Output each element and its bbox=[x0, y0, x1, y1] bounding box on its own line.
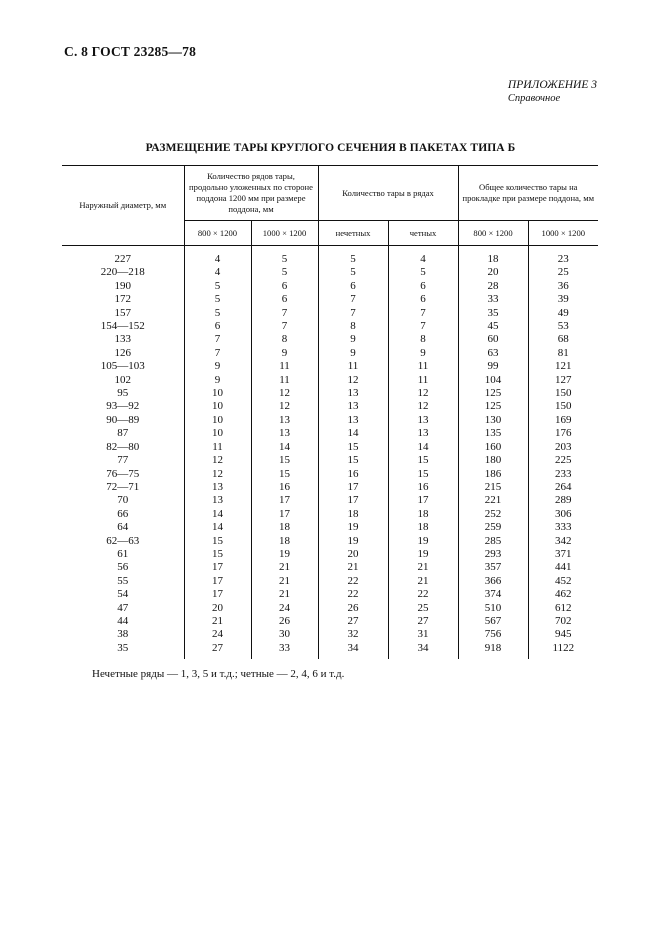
cell-total-1000: 25 bbox=[528, 266, 598, 279]
cell-total-800: 567 bbox=[458, 615, 528, 628]
cell-diameter: 38 bbox=[117, 628, 129, 641]
cell-rows-1000: 19 bbox=[251, 548, 318, 561]
table-row bbox=[62, 293, 598, 306]
cell-total-1000: 441 bbox=[528, 561, 598, 574]
cell-rows-1000: 12 bbox=[251, 400, 318, 413]
cell-total-1000: 23 bbox=[528, 246, 598, 267]
appendix-block bbox=[508, 79, 597, 105]
cell-rows-800: 24 bbox=[184, 628, 251, 641]
cell-rows-800: 12 bbox=[184, 454, 251, 467]
cell-total-1000: 127 bbox=[528, 374, 598, 387]
appendix-type: Справочное bbox=[507, 93, 561, 104]
cell-even: 16 bbox=[388, 481, 458, 494]
cell-rows-800: 13 bbox=[184, 494, 251, 507]
cell-total-800: 357 bbox=[458, 561, 528, 574]
cell-diameter: 62—63 bbox=[106, 534, 140, 547]
cell-odd: 21 bbox=[318, 561, 388, 574]
cell-total-800: 135 bbox=[458, 427, 528, 440]
table-row bbox=[62, 333, 598, 346]
header-size-800-total: 800 × 1200 bbox=[458, 221, 528, 246]
placement-table bbox=[62, 165, 598, 659]
cell-rows-1000: 6 bbox=[251, 280, 318, 293]
table-row bbox=[62, 508, 598, 521]
cell-rows-800: 15 bbox=[184, 535, 251, 548]
cell-total-1000: 264 bbox=[528, 481, 598, 494]
cell-odd: 8 bbox=[318, 320, 388, 333]
cell-even: 27 bbox=[388, 615, 458, 628]
cell-even: 12 bbox=[388, 400, 458, 413]
cell-rows-800: 11 bbox=[184, 441, 251, 454]
cell-total-1000: 945 bbox=[528, 628, 598, 641]
cell-diameter: 64 bbox=[117, 521, 129, 534]
cell-rows-1000: 17 bbox=[251, 508, 318, 521]
cell-odd: 22 bbox=[318, 575, 388, 588]
cell-rows-800: 4 bbox=[184, 266, 251, 279]
cell-even: 8 bbox=[388, 333, 458, 346]
cell-diameter: 126 bbox=[114, 346, 131, 359]
cell-rows-800: 15 bbox=[184, 548, 251, 561]
table-body bbox=[62, 246, 598, 660]
table-row bbox=[62, 494, 598, 507]
cell-even: 17 bbox=[388, 494, 458, 507]
cell-total-1000: 333 bbox=[528, 521, 598, 534]
cell-rows-1000: 11 bbox=[251, 374, 318, 387]
cell-rows-1000: 18 bbox=[251, 521, 318, 534]
cell-rows-800: 6 bbox=[184, 320, 251, 333]
cell-rows-800: 20 bbox=[184, 602, 251, 615]
cell-total-800: 60 bbox=[458, 333, 528, 346]
cell-rows-800: 7 bbox=[184, 347, 251, 360]
cell-total-1000: 121 bbox=[528, 360, 598, 373]
header-diameter: Наружный диаметр, мм bbox=[79, 200, 167, 210]
cell-total-800: 374 bbox=[458, 588, 528, 601]
cell-even: 4 bbox=[388, 246, 458, 267]
cell-even: 31 bbox=[388, 628, 458, 641]
table-row bbox=[62, 280, 598, 293]
table-row bbox=[62, 387, 598, 400]
cell-odd: 9 bbox=[318, 347, 388, 360]
footnote: Нечетные ряды — 1, 3, 5 и т.д.; четные — 2, 4, 6 и т.д. bbox=[92, 668, 345, 680]
cell-rows-1000: 21 bbox=[251, 575, 318, 588]
cell-diameter: 105—103 bbox=[100, 360, 145, 373]
cell-total-800: 125 bbox=[458, 387, 528, 400]
table-row bbox=[62, 561, 598, 574]
cell-diameter: 35 bbox=[117, 641, 129, 654]
cell-total-1000: 452 bbox=[528, 575, 598, 588]
cell-rows-1000: 13 bbox=[251, 414, 318, 427]
cell-diameter: 47 bbox=[117, 601, 129, 614]
cell-rows-800: 17 bbox=[184, 575, 251, 588]
cell-diameter: 93—92 bbox=[106, 400, 140, 413]
cell-diameter: 56 bbox=[117, 561, 129, 574]
table-row bbox=[62, 602, 598, 615]
cell-total-800: 215 bbox=[458, 481, 528, 494]
cell-odd: 32 bbox=[318, 628, 388, 641]
table-row bbox=[62, 588, 598, 601]
cell-diameter: 102 bbox=[114, 373, 131, 386]
cell-rows-800: 10 bbox=[184, 427, 251, 440]
cell-rows-1000: 30 bbox=[251, 628, 318, 641]
cell-odd: 14 bbox=[318, 427, 388, 440]
cell-rows-800: 9 bbox=[184, 360, 251, 373]
cell-rows-1000: 7 bbox=[251, 320, 318, 333]
cell-rows-800: 14 bbox=[184, 521, 251, 534]
table-row bbox=[62, 548, 598, 561]
cell-total-1000: 176 bbox=[528, 427, 598, 440]
cell-odd: 20 bbox=[318, 548, 388, 561]
table-row bbox=[62, 521, 598, 534]
cell-odd: 13 bbox=[318, 414, 388, 427]
header-total-qty: Общее количество тары на прокладке при размере поддона, мм bbox=[458, 166, 598, 221]
cell-odd: 12 bbox=[318, 374, 388, 387]
cell-odd: 19 bbox=[318, 535, 388, 548]
cell-diameter: 66 bbox=[117, 507, 129, 520]
table-row bbox=[62, 360, 598, 373]
cell-rows-1000: 33 bbox=[251, 642, 318, 659]
cell-diameter: 44 bbox=[117, 614, 129, 627]
cell-diameter: 76—75 bbox=[106, 467, 140, 480]
cell-diameter: 72—71 bbox=[106, 480, 140, 493]
cell-diameter: 227 bbox=[114, 253, 131, 265]
header-rows-count: Количество рядов тары, продольно уложенных по стороне поддона 1200 мм при размере поддона, мм bbox=[184, 166, 318, 221]
cell-even: 25 bbox=[388, 602, 458, 615]
table-row bbox=[62, 246, 598, 267]
cell-odd: 17 bbox=[318, 494, 388, 507]
header-even: четных bbox=[388, 221, 458, 246]
cell-rows-1000: 11 bbox=[251, 360, 318, 373]
cell-rows-1000: 18 bbox=[251, 535, 318, 548]
table-row bbox=[62, 347, 598, 360]
cell-rows-800: 9 bbox=[184, 374, 251, 387]
cell-diameter: 95 bbox=[117, 387, 129, 400]
cell-even: 12 bbox=[388, 387, 458, 400]
cell-odd: 17 bbox=[318, 481, 388, 494]
cell-rows-1000: 15 bbox=[251, 454, 318, 467]
table-row bbox=[62, 266, 598, 279]
cell-rows-800: 7 bbox=[184, 333, 251, 346]
page-header: С. 8 ГОСТ 23285—78 bbox=[64, 44, 197, 59]
cell-rows-800: 17 bbox=[184, 588, 251, 601]
cell-diameter: 54 bbox=[117, 588, 129, 601]
cell-total-800: 33 bbox=[458, 293, 528, 306]
cell-rows-800: 5 bbox=[184, 293, 251, 306]
cell-odd: 13 bbox=[318, 400, 388, 413]
cell-rows-1000: 17 bbox=[251, 494, 318, 507]
cell-total-1000: 612 bbox=[528, 602, 598, 615]
cell-total-800: 259 bbox=[458, 521, 528, 534]
table-header bbox=[62, 166, 598, 246]
cell-rows-1000: 15 bbox=[251, 468, 318, 481]
cell-rows-1000: 13 bbox=[251, 427, 318, 440]
cell-total-800: 252 bbox=[458, 508, 528, 521]
cell-total-1000: 36 bbox=[528, 280, 598, 293]
cell-even: 21 bbox=[388, 561, 458, 574]
cell-diameter: 55 bbox=[117, 574, 129, 587]
cell-total-1000: 225 bbox=[528, 454, 598, 467]
cell-total-800: 35 bbox=[458, 307, 528, 320]
table-title: РАЗМЕЩЕНИЕ ТАРЫ КРУГЛОГО СЕЧЕНИЯ В ПАКЕТАХ ТИПА Б bbox=[145, 142, 516, 154]
cell-total-800: 366 bbox=[458, 575, 528, 588]
cell-odd: 27 bbox=[318, 615, 388, 628]
cell-diameter: 82—80 bbox=[106, 440, 140, 453]
cell-diameter: 77 bbox=[117, 454, 129, 467]
cell-total-800: 104 bbox=[458, 374, 528, 387]
cell-rows-1000: 26 bbox=[251, 615, 318, 628]
table-row bbox=[62, 642, 598, 659]
cell-total-800: 918 bbox=[458, 642, 528, 659]
cell-total-1000: 306 bbox=[528, 508, 598, 521]
cell-total-800: 125 bbox=[458, 400, 528, 413]
cell-diameter: 157 bbox=[114, 306, 131, 319]
cell-even: 9 bbox=[388, 347, 458, 360]
cell-even: 18 bbox=[388, 521, 458, 534]
cell-even: 5 bbox=[388, 266, 458, 279]
cell-rows-800: 21 bbox=[184, 615, 251, 628]
cell-rows-800: 10 bbox=[184, 414, 251, 427]
cell-total-800: 221 bbox=[458, 494, 528, 507]
cell-even: 15 bbox=[388, 454, 458, 467]
cell-total-800: 18 bbox=[458, 246, 528, 267]
cell-even: 22 bbox=[388, 588, 458, 601]
header-size-1000: 1000 × 1200 bbox=[251, 221, 318, 246]
cell-rows-1000: 24 bbox=[251, 602, 318, 615]
header-rows-qty: Количество тары в рядах bbox=[318, 166, 458, 221]
cell-even: 7 bbox=[388, 320, 458, 333]
cell-total-1000: 233 bbox=[528, 468, 598, 481]
cell-diameter: 61 bbox=[117, 547, 129, 560]
cell-odd: 6 bbox=[318, 280, 388, 293]
cell-odd: 7 bbox=[318, 307, 388, 320]
cell-rows-1000: 6 bbox=[251, 293, 318, 306]
cell-rows-1000: 16 bbox=[251, 481, 318, 494]
cell-total-1000: 39 bbox=[528, 293, 598, 306]
cell-rows-1000: 7 bbox=[251, 307, 318, 320]
cell-even: 15 bbox=[388, 468, 458, 481]
table-row bbox=[62, 454, 598, 467]
cell-diameter: 154—152 bbox=[100, 320, 145, 333]
cell-total-800: 285 bbox=[458, 535, 528, 548]
cell-odd: 34 bbox=[318, 642, 388, 659]
cell-even: 19 bbox=[388, 548, 458, 561]
cell-total-1000: 462 bbox=[528, 588, 598, 601]
cell-even: 6 bbox=[388, 293, 458, 306]
table-row bbox=[62, 414, 598, 427]
header-odd: нечетных bbox=[318, 221, 388, 246]
table-row bbox=[62, 481, 598, 494]
cell-diameter: 133 bbox=[114, 333, 131, 346]
table-row bbox=[62, 307, 598, 320]
cell-total-1000: 49 bbox=[528, 307, 598, 320]
cell-rows-1000: 21 bbox=[251, 561, 318, 574]
cell-total-800: 99 bbox=[458, 360, 528, 373]
cell-even: 11 bbox=[388, 374, 458, 387]
table-row bbox=[62, 468, 598, 481]
cell-odd: 5 bbox=[318, 266, 388, 279]
cell-rows-800: 12 bbox=[184, 468, 251, 481]
cell-total-800: 160 bbox=[458, 441, 528, 454]
cell-total-1000: 289 bbox=[528, 494, 598, 507]
cell-rows-800: 5 bbox=[184, 307, 251, 320]
cell-total-800: 45 bbox=[458, 320, 528, 333]
cell-total-1000: 68 bbox=[528, 333, 598, 346]
cell-odd: 16 bbox=[318, 468, 388, 481]
cell-rows-800: 10 bbox=[184, 400, 251, 413]
cell-odd: 15 bbox=[318, 441, 388, 454]
cell-rows-1000: 5 bbox=[251, 246, 318, 267]
table-row bbox=[62, 575, 598, 588]
cell-odd: 5 bbox=[318, 246, 388, 267]
appendix-label: ПРИЛОЖЕНИЕ 3 bbox=[507, 79, 597, 91]
cell-rows-1000: 21 bbox=[251, 588, 318, 601]
cell-even: 19 bbox=[388, 535, 458, 548]
cell-rows-800: 10 bbox=[184, 387, 251, 400]
cell-odd: 13 bbox=[318, 387, 388, 400]
cell-total-800: 130 bbox=[458, 414, 528, 427]
cell-rows-1000: 8 bbox=[251, 333, 318, 346]
cell-total-800: 63 bbox=[458, 347, 528, 360]
cell-rows-1000: 5 bbox=[251, 266, 318, 279]
cell-total-800: 180 bbox=[458, 454, 528, 467]
cell-total-1000: 150 bbox=[528, 400, 598, 413]
cell-diameter: 190 bbox=[114, 279, 131, 292]
cell-odd: 22 bbox=[318, 588, 388, 601]
cell-total-800: 293 bbox=[458, 548, 528, 561]
cell-odd: 19 bbox=[318, 521, 388, 534]
cell-total-800: 20 bbox=[458, 266, 528, 279]
cell-total-1000: 53 bbox=[528, 320, 598, 333]
table-row bbox=[62, 535, 598, 548]
cell-diameter: 172 bbox=[114, 293, 131, 306]
cell-total-1000: 150 bbox=[528, 387, 598, 400]
cell-diameter: 90—89 bbox=[106, 413, 140, 426]
cell-total-800: 28 bbox=[458, 280, 528, 293]
table-row bbox=[62, 374, 598, 387]
cell-even: 21 bbox=[388, 575, 458, 588]
cell-rows-800: 17 bbox=[184, 561, 251, 574]
cell-even: 13 bbox=[388, 414, 458, 427]
cell-diameter: 220—218 bbox=[100, 266, 145, 279]
cell-total-1000: 342 bbox=[528, 535, 598, 548]
cell-diameter: 87 bbox=[117, 427, 129, 440]
table-row bbox=[62, 628, 598, 641]
cell-total-800: 756 bbox=[458, 628, 528, 641]
cell-rows-1000: 14 bbox=[251, 441, 318, 454]
header-size-1000-total: 1000 × 1200 bbox=[528, 221, 598, 246]
cell-rows-800: 13 bbox=[184, 481, 251, 494]
table-row bbox=[62, 400, 598, 413]
cell-rows-1000: 12 bbox=[251, 387, 318, 400]
cell-diameter: 70 bbox=[117, 494, 129, 507]
cell-rows-1000: 9 bbox=[251, 347, 318, 360]
cell-even: 34 bbox=[388, 642, 458, 659]
cell-even: 11 bbox=[388, 360, 458, 373]
cell-total-800: 186 bbox=[458, 468, 528, 481]
cell-total-1000: 169 bbox=[528, 414, 598, 427]
cell-total-1000: 1122 bbox=[528, 642, 598, 659]
cell-odd: 11 bbox=[318, 360, 388, 373]
table-row bbox=[62, 441, 598, 454]
cell-odd: 26 bbox=[318, 602, 388, 615]
cell-odd: 7 bbox=[318, 293, 388, 306]
cell-odd: 18 bbox=[318, 508, 388, 521]
cell-even: 6 bbox=[388, 280, 458, 293]
table-row bbox=[62, 615, 598, 628]
cell-total-800: 510 bbox=[458, 602, 528, 615]
cell-odd: 15 bbox=[318, 454, 388, 467]
table-row bbox=[62, 427, 598, 440]
table-row bbox=[62, 320, 598, 333]
cell-rows-800: 5 bbox=[184, 280, 251, 293]
cell-even: 18 bbox=[388, 508, 458, 521]
cell-total-1000: 371 bbox=[528, 548, 598, 561]
cell-total-1000: 702 bbox=[528, 615, 598, 628]
cell-odd: 9 bbox=[318, 333, 388, 346]
cell-total-1000: 203 bbox=[528, 441, 598, 454]
cell-even: 14 bbox=[388, 441, 458, 454]
cell-even: 13 bbox=[388, 427, 458, 440]
cell-even: 7 bbox=[388, 307, 458, 320]
cell-total-1000: 81 bbox=[528, 347, 598, 360]
cell-rows-800: 27 bbox=[184, 642, 251, 659]
cell-rows-800: 14 bbox=[184, 508, 251, 521]
header-size-800: 800 × 1200 bbox=[184, 221, 251, 246]
cell-rows-800: 4 bbox=[184, 246, 251, 267]
